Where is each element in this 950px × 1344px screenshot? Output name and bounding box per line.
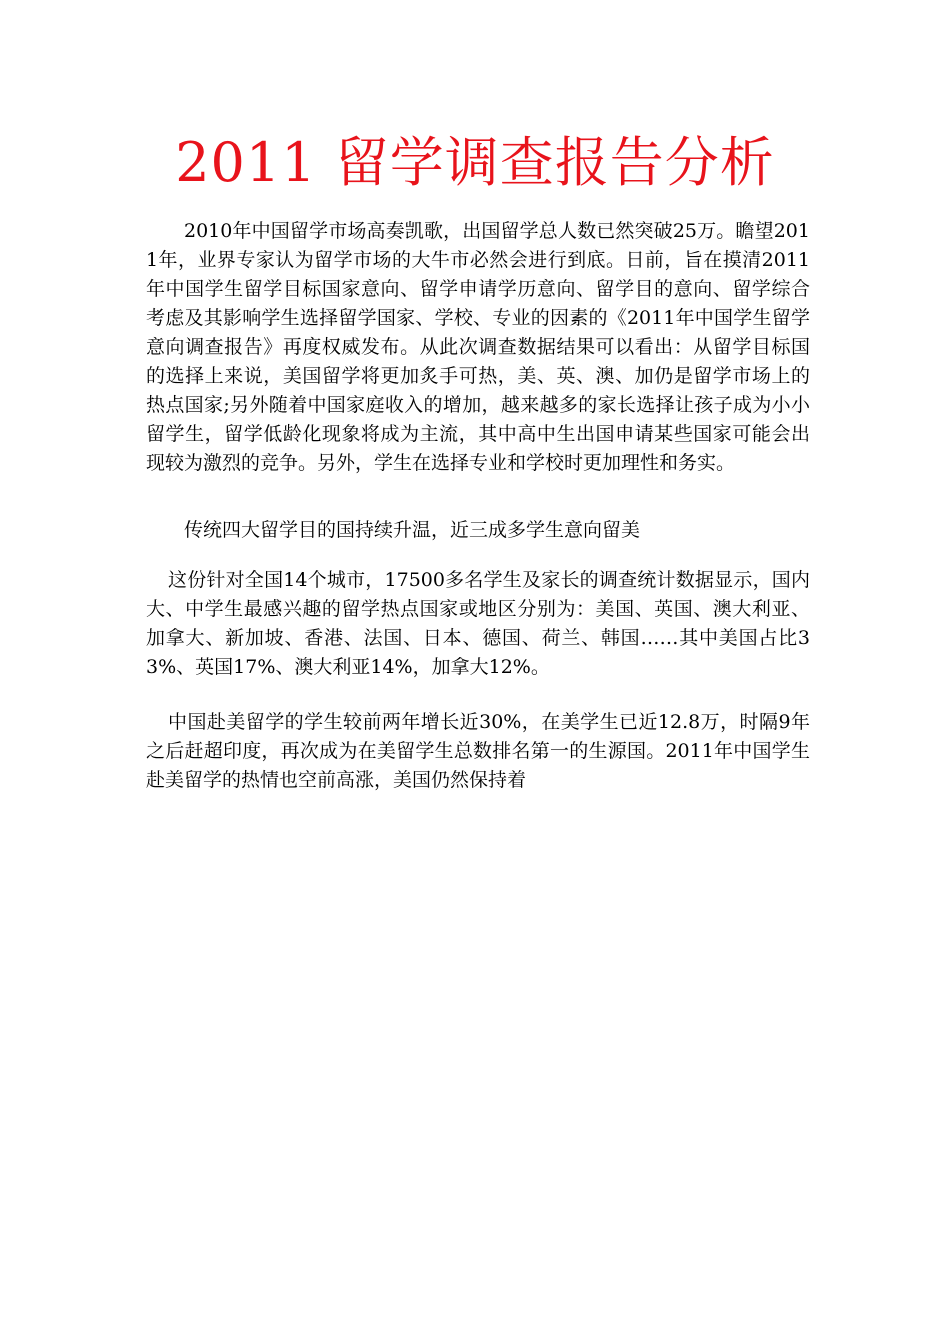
survey-paragraph: 这份针对全国14个城市，17500多名学生及家长的调查统计数据显示，国内大、中学生最感兴趣的留学热点国家或地区分别为：美国、英国、澳大利亚、加拿大、新加坡、香港、法国、日本、德国、荷兰、韩国……其中美国占比33%、英国17%、澳大利亚14%，加拿大12%。 — [146, 569, 810, 678]
intro-paragraph: 2010年中国留学市场高奏凯歌，出国留学总人数已然突破25万。瞻望2011年，业界专家认为留学市场的大牛市必然会进行到底。日前，旨在摸清2011年中国学生留学目标国家意向、留学申请学历意向、留学目的意向、留学综合考虑及其影响学生选择留学国家、学校、专业的因素的《2011年中国学生留学意向调查报告》再度权威发布。从此次调查数据结果可以看出：从留学目标国的选择上来说，美国留学将更加炙手可热，美、英、澳、加仍是留学市场上的热点国家;另外随着中国家庭收入的增加，越来越多的家长选择让孩子成为小小留学生，留学低龄化现象将成为主流，其中高中生出国申请某些国家可能会出现较为激烈的竞争。另外，学生在选择专业和学校时更加理性和务实。 — [146, 220, 810, 474]
us-study-paragraph: 中国赴美留学的学生较前两年增长近30%，在美学生已近12.8万，时隔9年之后赶超印度，再次成为在美留学生总数排名第一的生源国。2011年中国学生赴美留学的热情也空前高涨，美国仍然保持着 — [146, 711, 810, 791]
section-subheading: 传统四大留学目的国持续升温，近三成多学生意向留美 — [184, 519, 641, 541]
document-title: 2011 留学调查报告分析 — [175, 131, 775, 194]
